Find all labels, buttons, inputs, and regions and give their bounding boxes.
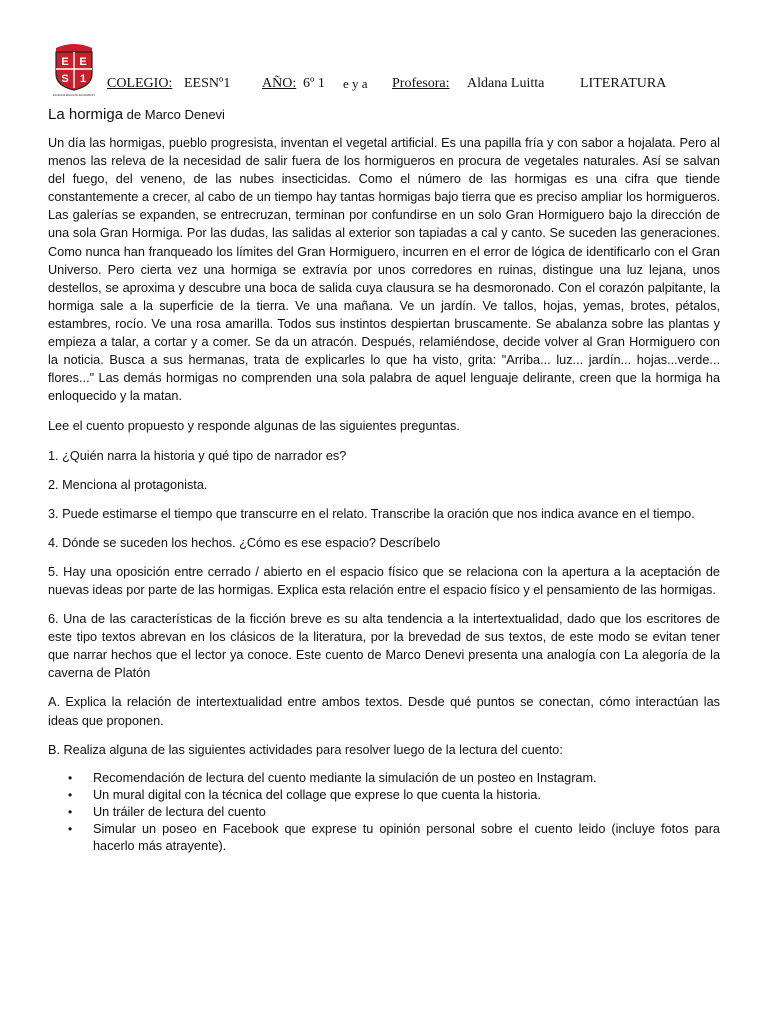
school-logo <box>52 42 117 98</box>
document-header <box>107 76 707 96</box>
anio-value: 6º 1 <box>303 76 325 91</box>
logo-letter-2: E <box>79 56 87 68</box>
title-main: La hormiga <box>48 106 124 123</box>
bullet-icon: • <box>68 787 73 802</box>
logo-letter-1: E <box>61 56 69 68</box>
bullet-icon: • <box>68 804 73 819</box>
activity-text: Recomendación de lectura del cuento mediante la simulación de un posteo en Instagram. <box>93 770 597 785</box>
question-2: 2. Menciona al protagonista. <box>48 477 208 492</box>
bullet-icon: • <box>68 821 73 836</box>
profesora-value: Aldana Luitta <box>467 76 545 91</box>
subject: LITERATURA <box>580 76 667 91</box>
logo-caption: ESCUELA DE EDUCACIÓN SECUNDARIA Nº1 <box>53 93 117 97</box>
school-shield-icon <box>52 42 117 98</box>
activity-text: Un mural digital con la técnica del collage que exprese lo que cuenta la historia. <box>93 787 541 802</box>
profesora-label: Profesora: <box>392 76 450 91</box>
list-item <box>48 821 720 855</box>
question-b: B. Realiza alguna de las siguientes actividades para resolver luego de la lectura del cuento: <box>48 742 563 757</box>
question-1: 1. ¿Quién narra la historia y qué tipo de narrador es? <box>48 448 347 463</box>
question-a: A. Explica la relación de intertextualidad entre ambos textos. Desde qué puntos se conectan, cómo interactúan las ideas que proponen. <box>48 695 720 728</box>
title-author: de Marco Denevi <box>126 107 225 122</box>
activity-text: Simular un poseo en Facebook que exprese tu opinión personal sobre el cuento leido (incluye fotos para hacerlo más atrayente). <box>93 821 720 853</box>
logo-letter-4: 1 <box>79 73 87 85</box>
colegio-value: EESNº1 <box>184 76 231 91</box>
document-body <box>48 134 720 855</box>
question-3: 3. Puede estimarse el tiempo que transcurre en el relato. Transcribe la oración que nos indica avance en el tiempo. <box>48 506 695 521</box>
activities-list <box>48 770 720 855</box>
anio-label: AÑO: <box>262 76 297 91</box>
bullet-icon: • <box>68 770 73 785</box>
question-4: 4. Dónde se suceden los hechos. ¿Cómo es ese espacio? Descríbelo <box>48 535 441 550</box>
story-title <box>48 106 225 123</box>
question-6: 6. Una de las características de la ficción breve es su alta tendencia a la intertextualidad, dado que los escritores de este tipo textos abrevan en los clásicos de la literatura, por la brevedad de sus textos, de este modo se evitan tener que narrar hechos que el lector ya conoce. Este cuento de Marco Denevi presenta una analogía con La alegoría de la caverna de Platón <box>48 612 720 681</box>
logo-letter-3: S <box>61 73 69 85</box>
story-text: Un día las hormigas, pueblo progresista, inventan el vegetal artificial. Es una papilla fría y con sabor a hojalata. Pero al menos las releva de la necesidad de salir fuera de los hormigueros en procura de vegetales naturales. Así se salvan del fuego, del veneno, de las nubes insecticidas. Como el número de las hormigas es una cifra que tiende constantemente a crecer, al cabo de un tiempo hay tantas hormigas bajo tierra que es preciso ampliar los hormigueros. Las galerías se expanden, se entrecruzan, terminan por confundirse en un solo Gran Hormiguero bajo la dirección de una sola Gran Hormiga. Por las dudas, las salidas al exterior son tapiadas a cal y canto. Se suceden las generaciones. Como nunca han franqueado los límites del Gran Hormiguero, incurren en el error de lógica de identificarlo con el Gran Universo. Pero cierta vez una hormiga se extravía por unos corredores en ruinas, distingue una luz lejana, unos destellos, se aproxima y descubre una boca de salida cuya clausura se ha desmoronado. Con el corazón palpitante, la hormiga sale a la superficie de la tierra. Ve una mañana. Ve un jardín. Ve tallos, hojas, yemas, brotes, pétalos, estambres, rocío. Ve una rosa amarilla. Todos sus instintos despiertan bruscamente. Se abalanza sobre las plantas y empieza a talar, a cortar y a comer. Se da un atracón. Después, relamiéndose, decide volver al Gran Hormiguero con la noticia. Busca a sus hermanas, trata de explicarles lo que ha visto, grita: "Arriba... luz... jardín... hojas...verde... flores..." Las demás hormigas no comprenden una sola palabra de aquel lenguaje delirante, creen que la hormiga ha enloquecido y la matan. <box>48 136 720 404</box>
divisions: e y a <box>343 76 368 91</box>
activity-text: Un tráiler de lectura del cuento <box>93 804 266 819</box>
list-item <box>48 770 720 787</box>
question-5: 5. Hay una oposición entre cerrado / abierto en el espacio físico que se relaciona con la apertura a la aceptación de nuevas ideas por parte de las hormigas. Explica esta relación entre el espacio físico y el pensamiento de las hormigas. <box>48 564 720 597</box>
colegio-label: COLEGIO: <box>107 76 173 91</box>
list-item <box>48 804 720 821</box>
logo-crown <box>56 44 92 52</box>
list-item <box>48 787 720 804</box>
instruction: Lee el cuento propuesto y responde algunas de las siguientes preguntas. <box>48 419 460 434</box>
